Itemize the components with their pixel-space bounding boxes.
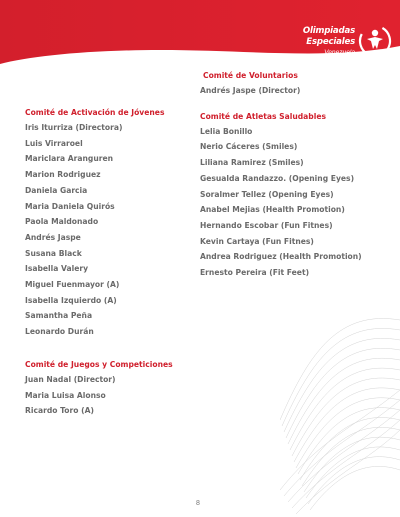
logo-line-venezuela: Venezuela	[324, 49, 355, 56]
section-atletas	[200, 111, 390, 281]
member-name: Marion Rodriguez	[25, 170, 101, 180]
member-name: Andrea Rodriguez (Health Promotion)	[200, 252, 362, 262]
member-name: Andrés Jaspe (Director)	[200, 86, 301, 95]
special-olympics-emblem-icon	[357, 23, 393, 59]
member-name: Lelia Bonillo	[200, 126, 253, 136]
member-name: Maria Luisa Alonso	[25, 390, 106, 400]
member-name: Samantha Peña	[25, 311, 93, 321]
member-name: Juan Nadal (Director)	[25, 374, 116, 384]
member-name: Soralmer Tellez (Opening Eyes)	[200, 189, 334, 199]
member-name: Andrés Jaspe	[25, 232, 81, 242]
member-name: Iris Iturriza (Directora)	[25, 123, 123, 132]
member-name: Gesualda Randazzo. (Opening Eyes)	[200, 173, 355, 183]
member-name: Miguel Fuenmayor (A)	[25, 280, 120, 290]
member-name: Daniela Garcia	[25, 185, 88, 195]
member-name: Susana Black	[25, 248, 82, 258]
member-name: Maria Daniela Quirós	[25, 201, 115, 211]
section-title-jovenes: Comité de Activación de Jóvenes	[25, 108, 165, 117]
member-name: Ernesto Pereira (Fit Feet)	[200, 268, 310, 278]
member-name: Isabella Valery	[25, 264, 89, 274]
member-name: Luis Virraroel	[25, 138, 83, 148]
logo-line-olimpiadas: Olimpiadas	[302, 26, 355, 36]
section-jovenes	[25, 107, 195, 340]
section-title-juegos: Comité de Juegos y Competiciones	[25, 359, 173, 369]
section-title-atletas: Comité de Atletas Saludables	[200, 111, 327, 121]
member-name: Ricardo Toro (A)	[25, 406, 94, 416]
logo-line-especiales: Especiales	[306, 37, 355, 47]
section-title-voluntarios: Comité de Voluntarios	[203, 71, 298, 80]
member-name: Anabel Mejias (Health Promotion)	[200, 205, 345, 215]
member-name: Hernando Escobar (Fun Fitnes)	[200, 220, 333, 230]
section-juegos	[25, 359, 195, 419]
member-name: Nerio Cáceres (Smiles)	[200, 142, 298, 152]
section-voluntarios	[200, 70, 390, 99]
page-number: 8	[196, 500, 200, 507]
member-name: Paola Maldonado	[25, 217, 99, 227]
member-name: Leonardo Durán	[25, 327, 94, 337]
member-name: Liliana Ramirez (Smiles)	[200, 158, 304, 168]
right-column	[200, 70, 390, 281]
decorative-wave-lines	[280, 290, 400, 517]
member-name: Mariclara Aranguren	[25, 154, 114, 164]
left-column	[25, 107, 195, 419]
special-olympics-logo	[283, 22, 395, 62]
member-name: Kevin Cartaya (Fun Fitnes)	[200, 236, 314, 246]
member-name: Isabella Izquierdo (A)	[25, 295, 117, 305]
